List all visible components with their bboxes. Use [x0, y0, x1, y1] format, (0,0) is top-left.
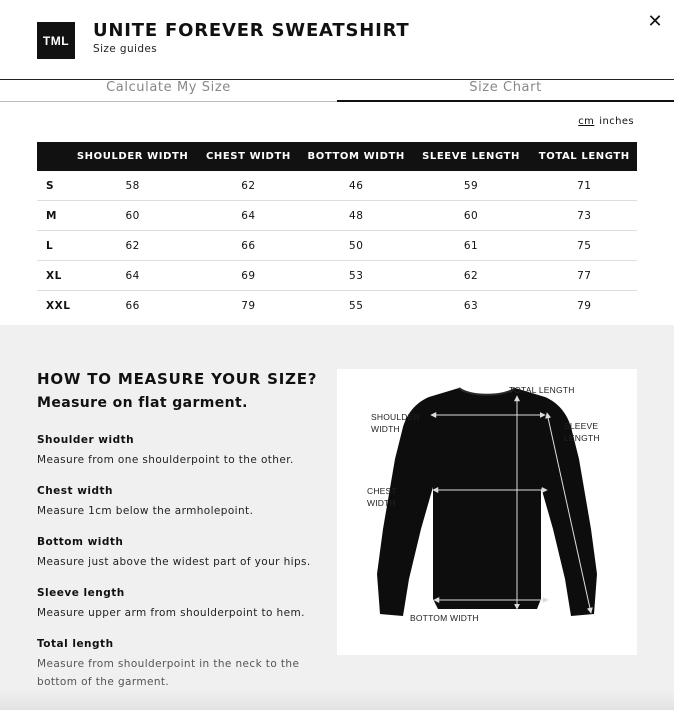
sleeve-length-label-line-1: SLEEVE — [564, 421, 599, 431]
size-label: L — [37, 231, 70, 261]
table-row — [37, 261, 637, 291]
measure-item-heading: Sleeve length — [37, 587, 125, 599]
table-cell: 79 — [577, 299, 592, 312]
brand-logo — [37, 22, 75, 59]
table-cell: 71 — [532, 171, 637, 201]
modal-header — [0, 0, 674, 80]
measure-item-shoulder-width — [37, 434, 322, 469]
sweatshirt-illustration — [337, 369, 637, 655]
measure-item-bottom-width — [37, 536, 322, 571]
table-header-row — [37, 142, 637, 171]
measure-item-heading: Shoulder width — [37, 434, 135, 446]
close-icon[interactable]: ✕ — [647, 11, 663, 32]
column-header-size — [37, 142, 70, 171]
measure-item-text: Measure 1cm below the armholepoint. — [37, 505, 254, 517]
size-label: S — [37, 171, 70, 201]
table-cell: 62 — [70, 231, 194, 261]
chest-width-label-line-1: CHEST — [367, 486, 397, 496]
measure-item-total-length — [37, 638, 307, 691]
shoulder-width-label-line-1: SHOULDER — [371, 412, 420, 422]
table-cell: 55 — [349, 299, 364, 312]
table-cell: 60 — [411, 201, 532, 231]
table-row — [37, 171, 637, 201]
measure-item-sleeve-length — [37, 587, 322, 622]
table-cell: 64 — [195, 201, 302, 231]
column-header-sleeve-length: SLEEVE LENGTH — [411, 142, 532, 171]
table-cell: 58 — [70, 171, 194, 201]
table-cell: 59 — [411, 171, 532, 201]
measure-item-heading: Total length — [37, 638, 114, 650]
measure-item-text: Measure from shoulderpoint in the neck to the bottom of the garment. — [37, 658, 300, 688]
table-cell: 62 — [411, 261, 532, 291]
table-cell: 53 — [302, 261, 411, 291]
measure-subtitle: Measure on flat garment. — [37, 395, 248, 411]
measure-item-heading: Bottom width — [37, 536, 124, 548]
table-cell: 46 — [302, 171, 411, 201]
chest-width-label-line-2: WIDTH — [367, 498, 396, 508]
table-cell: 77 — [532, 261, 637, 291]
table-cell: 62 — [195, 171, 302, 201]
size-label: XL — [37, 261, 70, 291]
measure-item-text: Measure from one shoulderpoint to the other. — [37, 454, 294, 466]
table-cell: 79 — [241, 299, 256, 312]
table-cell: 60 — [70, 201, 194, 231]
unit-cm-link[interactable]: cm — [578, 116, 595, 127]
table-cell: 61 — [411, 231, 532, 261]
table-cell: 64 — [70, 261, 194, 291]
column-header-bottom-width: BOTTOM WIDTH — [302, 142, 411, 171]
logo-text: TML — [42, 33, 70, 48]
shoulder-width-label-line-2: WIDTH — [371, 424, 400, 434]
table-row — [37, 231, 637, 261]
modal-subtitle: Size guides — [93, 43, 158, 55]
table-cell: 50 — [302, 231, 411, 261]
table-row — [37, 201, 637, 231]
measure-item-heading: Chest width — [37, 485, 114, 497]
table-cell: 66 — [125, 299, 140, 312]
tab-calculate-my-size[interactable]: Calculate My Size — [0, 80, 337, 102]
measure-item-chest-width — [37, 485, 322, 520]
table-cell: 69 — [195, 261, 302, 291]
size-guide-tabs — [0, 80, 674, 102]
scroll-fade — [0, 690, 674, 710]
column-header-shoulder-width: SHOULDER WIDTH — [70, 142, 194, 171]
table-cell: 66 — [195, 231, 302, 261]
size-label: M — [37, 201, 70, 231]
size-chart-table — [37, 142, 637, 320]
tab-size-chart[interactable]: Size Chart — [337, 80, 674, 102]
sleeve-length-label-line-2: LENGTH — [564, 433, 600, 443]
column-header-total-length: TOTAL LENGTH — [532, 142, 637, 171]
unit-toggle — [578, 116, 634, 127]
table-cell: 63 — [463, 299, 479, 312]
size-label: XXL — [46, 299, 71, 312]
table-cell: 75 — [532, 231, 637, 261]
sweatshirt-measure-diagram — [337, 369, 637, 655]
table-cell: 48 — [302, 201, 411, 231]
table-row — [37, 291, 637, 321]
table-cell: 73 — [532, 201, 637, 231]
measure-title: HOW TO MEASURE YOUR SIZE? — [37, 370, 318, 388]
column-header-chest-width: CHEST WIDTH — [195, 142, 302, 171]
measure-item-text: Measure upper arm from shoulderpoint to hem. — [37, 607, 305, 619]
unit-inches-link[interactable]: inches — [599, 116, 634, 127]
bottom-width-label: BOTTOM WIDTH — [410, 613, 479, 623]
product-title: UNITE FOREVER SWEATSHIRT — [93, 20, 410, 41]
measure-item-text: Measure just above the widest part of your hips. — [37, 556, 311, 568]
total-length-label: TOTAL LENGTH — [509, 385, 575, 395]
measure-guide-section — [0, 325, 674, 710]
